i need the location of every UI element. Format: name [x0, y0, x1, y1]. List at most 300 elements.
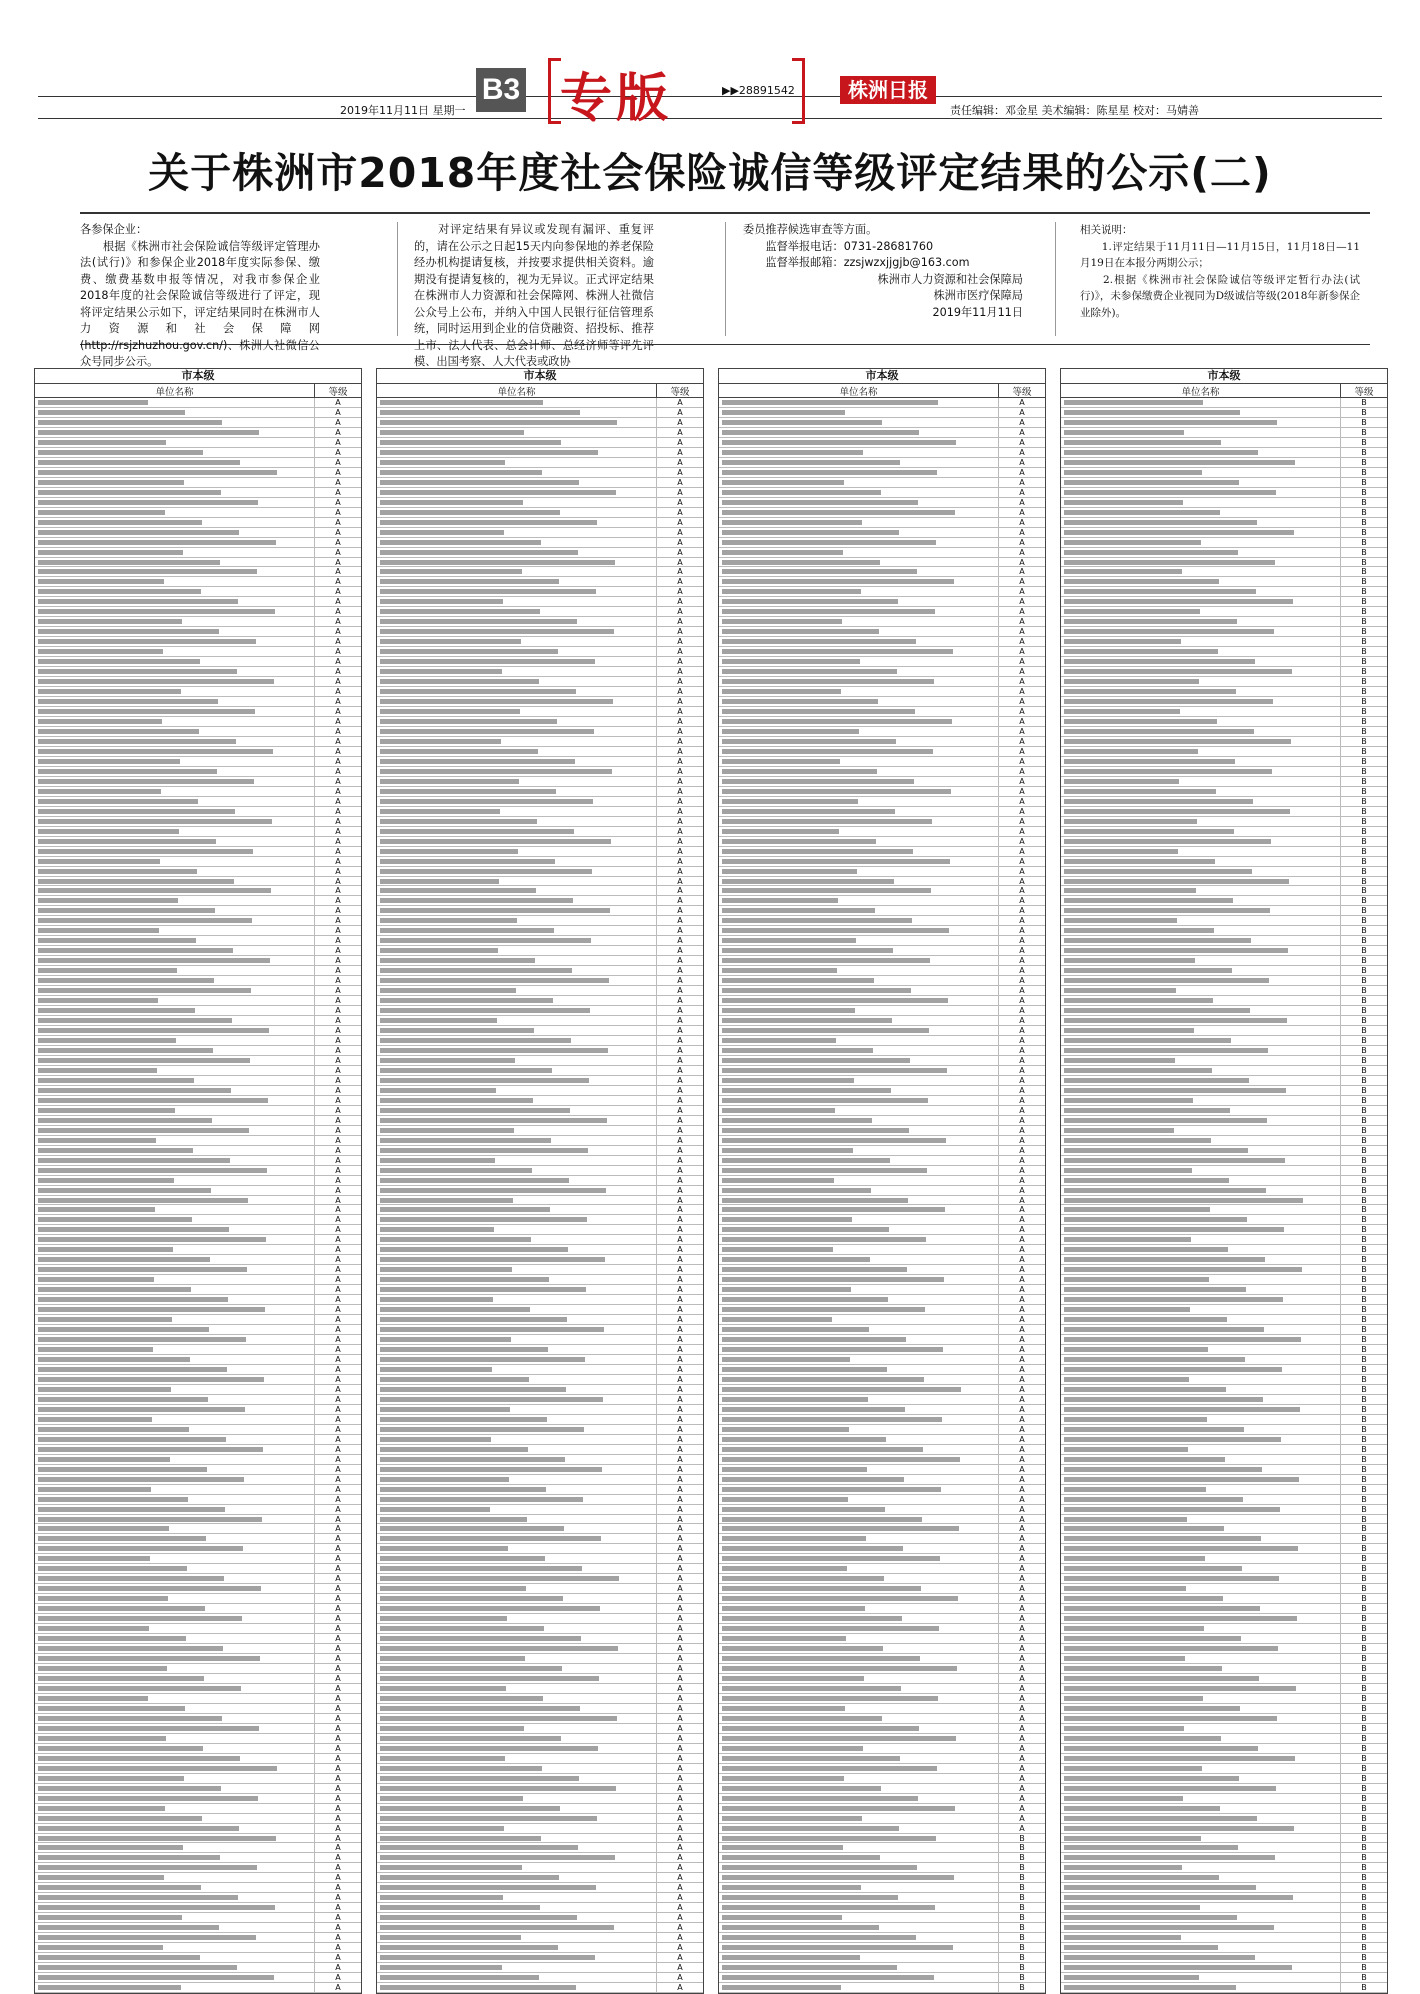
- unit-name-cell: [377, 1385, 657, 1394]
- illegible-text-placeholder: [380, 749, 538, 754]
- grade-cell: B: [1361, 507, 1367, 517]
- illegible-text-placeholder: [1064, 1477, 1299, 1482]
- grade-cell: B: [1019, 1923, 1025, 1933]
- grade-cell: A: [335, 1953, 341, 1963]
- hotline-number: 28891542: [738, 84, 795, 97]
- grade-cell: A: [677, 1355, 683, 1364]
- grade-cell: A: [677, 1554, 683, 1564]
- illegible-text-placeholder: [722, 1217, 852, 1222]
- table-row: [377, 1724, 703, 1734]
- unit-name-cell: [35, 1933, 315, 1942]
- unit-name-cell: [719, 1076, 999, 1085]
- table-row: [1061, 1186, 1387, 1196]
- grade-cell: A: [677, 1225, 683, 1235]
- table-row: [1061, 1614, 1387, 1624]
- illegible-text-placeholder: [380, 649, 558, 654]
- col-name-header: 单位名称: [35, 384, 315, 397]
- grade-cell: A: [335, 457, 341, 467]
- illegible-text-placeholder: [1064, 1048, 1268, 1053]
- grade-cell: A: [335, 1265, 341, 1275]
- unit-name-cell: [377, 956, 657, 965]
- unit-name-cell: [719, 1614, 999, 1623]
- table-row: [35, 767, 361, 777]
- unit-name-cell: [377, 1853, 657, 1862]
- unit-name-cell: [35, 837, 315, 846]
- unit-name-cell: [1061, 787, 1341, 796]
- table-row: [377, 1634, 703, 1644]
- illegible-text-placeholder: [722, 1347, 943, 1352]
- illegible-text-placeholder: [1064, 1696, 1203, 1701]
- table-row: [719, 1465, 1045, 1475]
- table-row: [35, 867, 361, 877]
- illegible-text-placeholder: [38, 1945, 163, 1950]
- unit-name-cell: [35, 1196, 315, 1205]
- illegible-text-placeholder: [38, 1975, 274, 1980]
- table-row: [719, 956, 1045, 966]
- grade-cell: A: [1019, 1305, 1025, 1315]
- unit-name-cell: [1061, 976, 1341, 985]
- unit-name-cell: [35, 717, 315, 726]
- grade-cell: A: [677, 1275, 683, 1285]
- grade-cell: B: [1361, 736, 1367, 746]
- unit-name-cell: [1061, 1235, 1341, 1244]
- illegible-text-placeholder: [722, 679, 934, 684]
- grade-cell: A: [1019, 1295, 1025, 1305]
- illegible-text-placeholder: [722, 888, 931, 893]
- illegible-text-placeholder: [1064, 1726, 1184, 1731]
- table-row: [719, 906, 1045, 916]
- grade-cell: A: [677, 1574, 683, 1584]
- table-row: [35, 637, 361, 647]
- illegible-text-placeholder: [380, 1207, 550, 1212]
- table-row: [377, 1923, 703, 1933]
- table-row: [1061, 1983, 1387, 1993]
- illegible-text-placeholder: [722, 1596, 958, 1601]
- unit-name-cell: [377, 1744, 657, 1753]
- unit-name-cell: [719, 1624, 999, 1633]
- table-row: [719, 777, 1045, 787]
- table-row: [719, 1046, 1045, 1056]
- grade-cell: A: [677, 707, 683, 717]
- unit-name-cell: [1061, 1604, 1341, 1613]
- table-row: [35, 1166, 361, 1176]
- table-row: [1061, 567, 1387, 577]
- unit-name-cell: [1061, 1774, 1341, 1783]
- table-row: [719, 1843, 1045, 1853]
- table-row: [1061, 817, 1387, 827]
- illegible-text-placeholder: [722, 1387, 961, 1392]
- grade-cell: A: [335, 1973, 341, 1983]
- table-row: [719, 1275, 1045, 1285]
- illegible-text-placeholder: [1064, 968, 1232, 973]
- unit-name-cell: [35, 1515, 315, 1524]
- unit-name-cell: [377, 1355, 657, 1364]
- table-row: [719, 438, 1045, 448]
- illegible-text-placeholder: [380, 1158, 495, 1163]
- grade-cell: A: [1019, 437, 1025, 447]
- unit-name-cell: [719, 847, 999, 856]
- unit-name-cell: [35, 1584, 315, 1593]
- illegible-text-placeholder: [380, 1287, 586, 1292]
- unit-name-cell: [719, 1186, 999, 1195]
- grade-cell: A: [677, 1923, 683, 1933]
- unit-name-cell: [719, 757, 999, 766]
- illegible-text-placeholder: [722, 908, 875, 913]
- table-row: [35, 787, 361, 797]
- unit-name-cell: [1061, 1176, 1341, 1185]
- grade-cell: A: [1019, 1574, 1025, 1584]
- unit-name-cell: [1061, 1714, 1341, 1723]
- illegible-text-placeholder: [38, 1905, 275, 1910]
- illegible-text-placeholder: [1064, 1766, 1202, 1771]
- unit-name-cell: [719, 956, 999, 965]
- page-title: 关于株洲市2018年度社会保险诚信等级评定结果的公示(二): [148, 149, 1272, 197]
- illegible-text-placeholder: [722, 938, 856, 943]
- editor-credits: 责任编辑：邓金星 美术编辑：陈星星 校对：马婧善: [950, 104, 1199, 117]
- table-row: [719, 468, 1045, 478]
- illegible-text-placeholder: [38, 709, 255, 714]
- unit-name-cell: [719, 926, 999, 935]
- unit-name-cell: [377, 1843, 657, 1852]
- unit-name-cell: [719, 1574, 999, 1583]
- table-row: [1061, 1375, 1387, 1385]
- unit-name-cell: [35, 1046, 315, 1055]
- grade-cell: A: [335, 1743, 341, 1753]
- grade-cell: A: [335, 687, 341, 697]
- unit-name-cell: [377, 886, 657, 895]
- table-row: [1061, 1046, 1387, 1056]
- unit-name-cell: [35, 1255, 315, 1264]
- illegible-text-placeholder: [1064, 719, 1217, 724]
- table-row: [35, 1814, 361, 1824]
- grade-cell: B: [1361, 916, 1367, 926]
- grade-cell: A: [677, 1863, 683, 1873]
- table-row: [1061, 448, 1387, 458]
- unit-name-cell: [1061, 926, 1341, 935]
- grade-cell: B: [1361, 1963, 1367, 1973]
- illegible-text-placeholder: [1064, 1038, 1231, 1043]
- unit-name-cell: [1061, 1425, 1341, 1434]
- table-row: [719, 1036, 1045, 1046]
- grade-cell: A: [335, 407, 341, 417]
- illegible-text-placeholder: [722, 420, 882, 425]
- illegible-text-placeholder: [722, 819, 932, 824]
- illegible-text-placeholder: [1064, 759, 1235, 764]
- grade-cell: A: [335, 1036, 341, 1045]
- unit-name-cell: [1061, 1435, 1341, 1444]
- grade-cell: B: [1361, 1923, 1367, 1933]
- grade-cell: A: [1019, 1384, 1025, 1394]
- grade-cell: A: [677, 1763, 683, 1773]
- grade-cell: A: [335, 1693, 341, 1703]
- unit-name-cell: [719, 1465, 999, 1474]
- illegible-text-placeholder: [38, 1766, 277, 1771]
- illegible-text-placeholder: [380, 1307, 530, 1312]
- grade-cell: A: [335, 1863, 341, 1873]
- unit-name-cell: [719, 1156, 999, 1165]
- table-row: [1061, 1704, 1387, 1714]
- illegible-text-placeholder: [722, 1098, 928, 1103]
- table-row: [1061, 577, 1387, 587]
- illegible-text-placeholder: [38, 460, 240, 465]
- grade-cell: A: [677, 1464, 683, 1474]
- unit-name-cell: [1061, 488, 1341, 497]
- unit-name-cell: [35, 1465, 315, 1474]
- illegible-text-placeholder: [722, 1018, 892, 1023]
- unit-name-cell: [1061, 518, 1341, 527]
- unit-name-cell: [1061, 1933, 1341, 1942]
- illegible-text-placeholder: [722, 669, 897, 674]
- unit-name-cell: [719, 1066, 999, 1075]
- grade-cell: A: [335, 697, 341, 707]
- grade-cell: A: [335, 1823, 341, 1833]
- grade-cell: A: [677, 726, 683, 736]
- grade-cell: A: [1019, 1215, 1025, 1225]
- unit-name-cell: [719, 896, 999, 905]
- unit-name-cell: [719, 538, 999, 547]
- unit-name-cell: [35, 1285, 315, 1294]
- grade-cell: A: [335, 1564, 341, 1574]
- table-row: [35, 1096, 361, 1106]
- unit-name-cell: [35, 1734, 315, 1743]
- grade-cell: A: [335, 1923, 341, 1933]
- illegible-text-placeholder: [722, 1676, 864, 1681]
- illegible-text-placeholder: [380, 1905, 540, 1910]
- grade-cell: A: [677, 996, 683, 1006]
- unit-name-cell: [35, 986, 315, 995]
- grade-cell: A: [335, 1763, 341, 1773]
- grade-cell: A: [1019, 966, 1025, 976]
- illegible-text-placeholder: [38, 849, 253, 854]
- illegible-text-placeholder: [38, 988, 251, 993]
- illegible-text-placeholder: [722, 1447, 923, 1452]
- table-row: [35, 1824, 361, 1834]
- table-row: [377, 1933, 703, 1943]
- unit-name-cell: [1061, 1335, 1341, 1344]
- table-row: [719, 857, 1045, 867]
- unit-name-cell: [1061, 1196, 1341, 1205]
- table-row: [1061, 1754, 1387, 1764]
- illegible-text-placeholder: [722, 1207, 945, 1212]
- illegible-text-placeholder: [38, 1985, 181, 1990]
- table-row: [1061, 687, 1387, 697]
- table-row: [35, 1505, 361, 1515]
- unit-name-cell: [719, 1983, 999, 1992]
- table-row: [377, 1205, 703, 1215]
- table-row: [1061, 1016, 1387, 1026]
- grade-cell: A: [1019, 1016, 1025, 1026]
- grade-cell: B: [1361, 1634, 1367, 1644]
- table-row: [35, 1933, 361, 1943]
- unit-name-cell: [1061, 1983, 1341, 1992]
- table-row: [719, 1594, 1045, 1604]
- illegible-text-placeholder: [1064, 869, 1252, 874]
- illegible-text-placeholder: [380, 1018, 497, 1023]
- notes-title: 相关说明：: [1080, 224, 1133, 236]
- illegible-text-placeholder: [1064, 1467, 1262, 1472]
- grade-cell: A: [1019, 597, 1025, 607]
- unit-name-cell: [35, 1953, 315, 1962]
- unit-name-cell: [377, 567, 657, 576]
- grade-cell: A: [1019, 537, 1025, 547]
- unit-name-cell: [377, 1186, 657, 1195]
- unit-name-cell: [1061, 1465, 1341, 1474]
- illegible-text-placeholder: [1064, 579, 1219, 584]
- illegible-text-placeholder: [1064, 460, 1295, 465]
- table-row: [35, 1066, 361, 1076]
- illegible-text-placeholder: [1064, 1058, 1175, 1063]
- illegible-text-placeholder: [380, 659, 595, 664]
- table-row: [719, 548, 1045, 558]
- grade-cell: A: [1019, 816, 1025, 826]
- unit-name-cell: [719, 1495, 999, 1504]
- unit-name-cell: [35, 1315, 315, 1324]
- table-row: [1061, 697, 1387, 707]
- grade-cell: A: [1019, 1723, 1025, 1733]
- grade-cell: B: [1361, 1484, 1367, 1494]
- unit-name-cell: [377, 1036, 657, 1045]
- unit-name-cell: [35, 1664, 315, 1673]
- illegible-text-placeholder: [380, 1606, 600, 1611]
- grade-cell: A: [1019, 1026, 1025, 1036]
- unit-name-cell: [719, 1694, 999, 1703]
- unit-name-cell: [1061, 1834, 1341, 1843]
- illegible-text-placeholder: [1064, 619, 1237, 624]
- unit-name-cell: [1061, 1325, 1341, 1334]
- illegible-text-placeholder: [722, 1666, 957, 1671]
- table-row: [719, 1644, 1045, 1654]
- unit-name-cell: [35, 607, 315, 616]
- unit-name-cell: [35, 966, 315, 975]
- grade-cell: A: [335, 417, 341, 427]
- table-row: [719, 1654, 1045, 1664]
- unit-name-cell: [719, 1245, 999, 1254]
- table-row: [35, 1036, 361, 1046]
- grade-cell: A: [1019, 1275, 1025, 1285]
- grade-cell: B: [1361, 816, 1367, 826]
- illegible-text-placeholder: [1064, 1945, 1218, 1950]
- unit-name-cell: [719, 518, 999, 527]
- table-row: [719, 1325, 1045, 1335]
- illegible-text-placeholder: [1064, 839, 1271, 844]
- grade-cell: A: [335, 1115, 341, 1125]
- illegible-text-placeholder: [722, 609, 935, 614]
- illegible-text-placeholder: [380, 1616, 507, 1621]
- grade-cell: B: [1361, 1394, 1367, 1404]
- illegible-text-placeholder: [722, 1536, 866, 1541]
- illegible-text-placeholder: [38, 1267, 247, 1272]
- illegible-text-placeholder: [38, 579, 164, 584]
- grade-cell: A: [677, 816, 683, 826]
- illegible-text-placeholder: [1064, 659, 1255, 664]
- illegible-text-placeholder: [1064, 1786, 1276, 1791]
- table-row: [35, 1425, 361, 1435]
- table-row: [1061, 906, 1387, 916]
- illegible-text-placeholder: [380, 1377, 529, 1382]
- grade-cell: A: [335, 916, 341, 926]
- unit-name-cell: [719, 1973, 999, 1982]
- unit-name-cell: [35, 976, 315, 985]
- table-row: [719, 1086, 1045, 1096]
- unit-name-cell: [35, 1305, 315, 1314]
- unit-name-cell: [35, 757, 315, 766]
- table-row: [35, 1744, 361, 1754]
- illegible-text-placeholder: [722, 619, 842, 624]
- illegible-text-placeholder: [1064, 1297, 1283, 1302]
- illegible-text-placeholder: [722, 948, 893, 953]
- grade-cell: A: [335, 487, 341, 497]
- table-row: [35, 906, 361, 916]
- illegible-text-placeholder: [380, 460, 505, 465]
- unit-name-cell: [719, 1375, 999, 1384]
- illegible-text-placeholder: [1064, 1198, 1303, 1203]
- grade-cell: A: [1019, 1265, 1025, 1275]
- unit-name-cell: [377, 488, 657, 497]
- table-row: [377, 797, 703, 807]
- grade-cell: B: [1361, 1514, 1367, 1524]
- unit-name-cell: [377, 548, 657, 557]
- table-row: [719, 1784, 1045, 1794]
- grade-cell: B: [1361, 966, 1367, 976]
- grade-cell: A: [1019, 1424, 1025, 1434]
- illegible-text-placeholder: [1064, 829, 1234, 834]
- table-row: [1061, 1465, 1387, 1475]
- illegible-text-placeholder: [380, 1337, 511, 1342]
- unit-name-cell: [719, 1305, 999, 1314]
- grade-cell: A: [335, 936, 341, 946]
- table-row: [377, 747, 703, 757]
- illegible-text-placeholder: [38, 530, 239, 535]
- unit-name-cell: [377, 697, 657, 706]
- unit-name-cell: [719, 1764, 999, 1773]
- grade-cell: B: [1361, 717, 1367, 726]
- grade-cell: A: [1019, 1444, 1025, 1454]
- illegible-text-placeholder: [1064, 689, 1236, 694]
- illegible-text-placeholder: [1064, 1965, 1292, 1970]
- illegible-text-placeholder: [722, 799, 858, 804]
- grade-cell: A: [677, 1594, 683, 1604]
- unit-name-cell: [1061, 747, 1341, 756]
- table-row: [719, 1734, 1045, 1744]
- illegible-text-placeholder: [1064, 669, 1292, 674]
- table-row: [377, 1245, 703, 1255]
- grade-cell: A: [1019, 1544, 1025, 1554]
- table-row: [35, 1355, 361, 1365]
- grade-cell: A: [1019, 417, 1025, 427]
- unit-name-cell: [35, 697, 315, 706]
- illegible-text-placeholder: [38, 1636, 186, 1641]
- unit-name-cell: [1061, 1883, 1341, 1892]
- grade-cell: A: [1019, 1564, 1025, 1574]
- table-header: [719, 384, 1045, 398]
- table-row: [35, 1734, 361, 1744]
- unit-name-cell: [35, 1435, 315, 1444]
- grade-cell: A: [335, 637, 341, 647]
- table-row: [719, 577, 1045, 587]
- grade-cell: A: [677, 567, 683, 577]
- illegible-text-placeholder: [380, 978, 609, 983]
- grade-cell: A: [335, 1095, 341, 1105]
- unit-name-cell: [719, 1524, 999, 1533]
- table-row: [1061, 1176, 1387, 1186]
- illegible-text-placeholder: [722, 829, 839, 834]
- grade-cell: A: [677, 1384, 683, 1394]
- table-row: [35, 498, 361, 508]
- table-row: [1061, 1674, 1387, 1684]
- unit-name-cell: [1061, 1375, 1341, 1384]
- table-row: [719, 837, 1045, 847]
- table-row: [35, 567, 361, 577]
